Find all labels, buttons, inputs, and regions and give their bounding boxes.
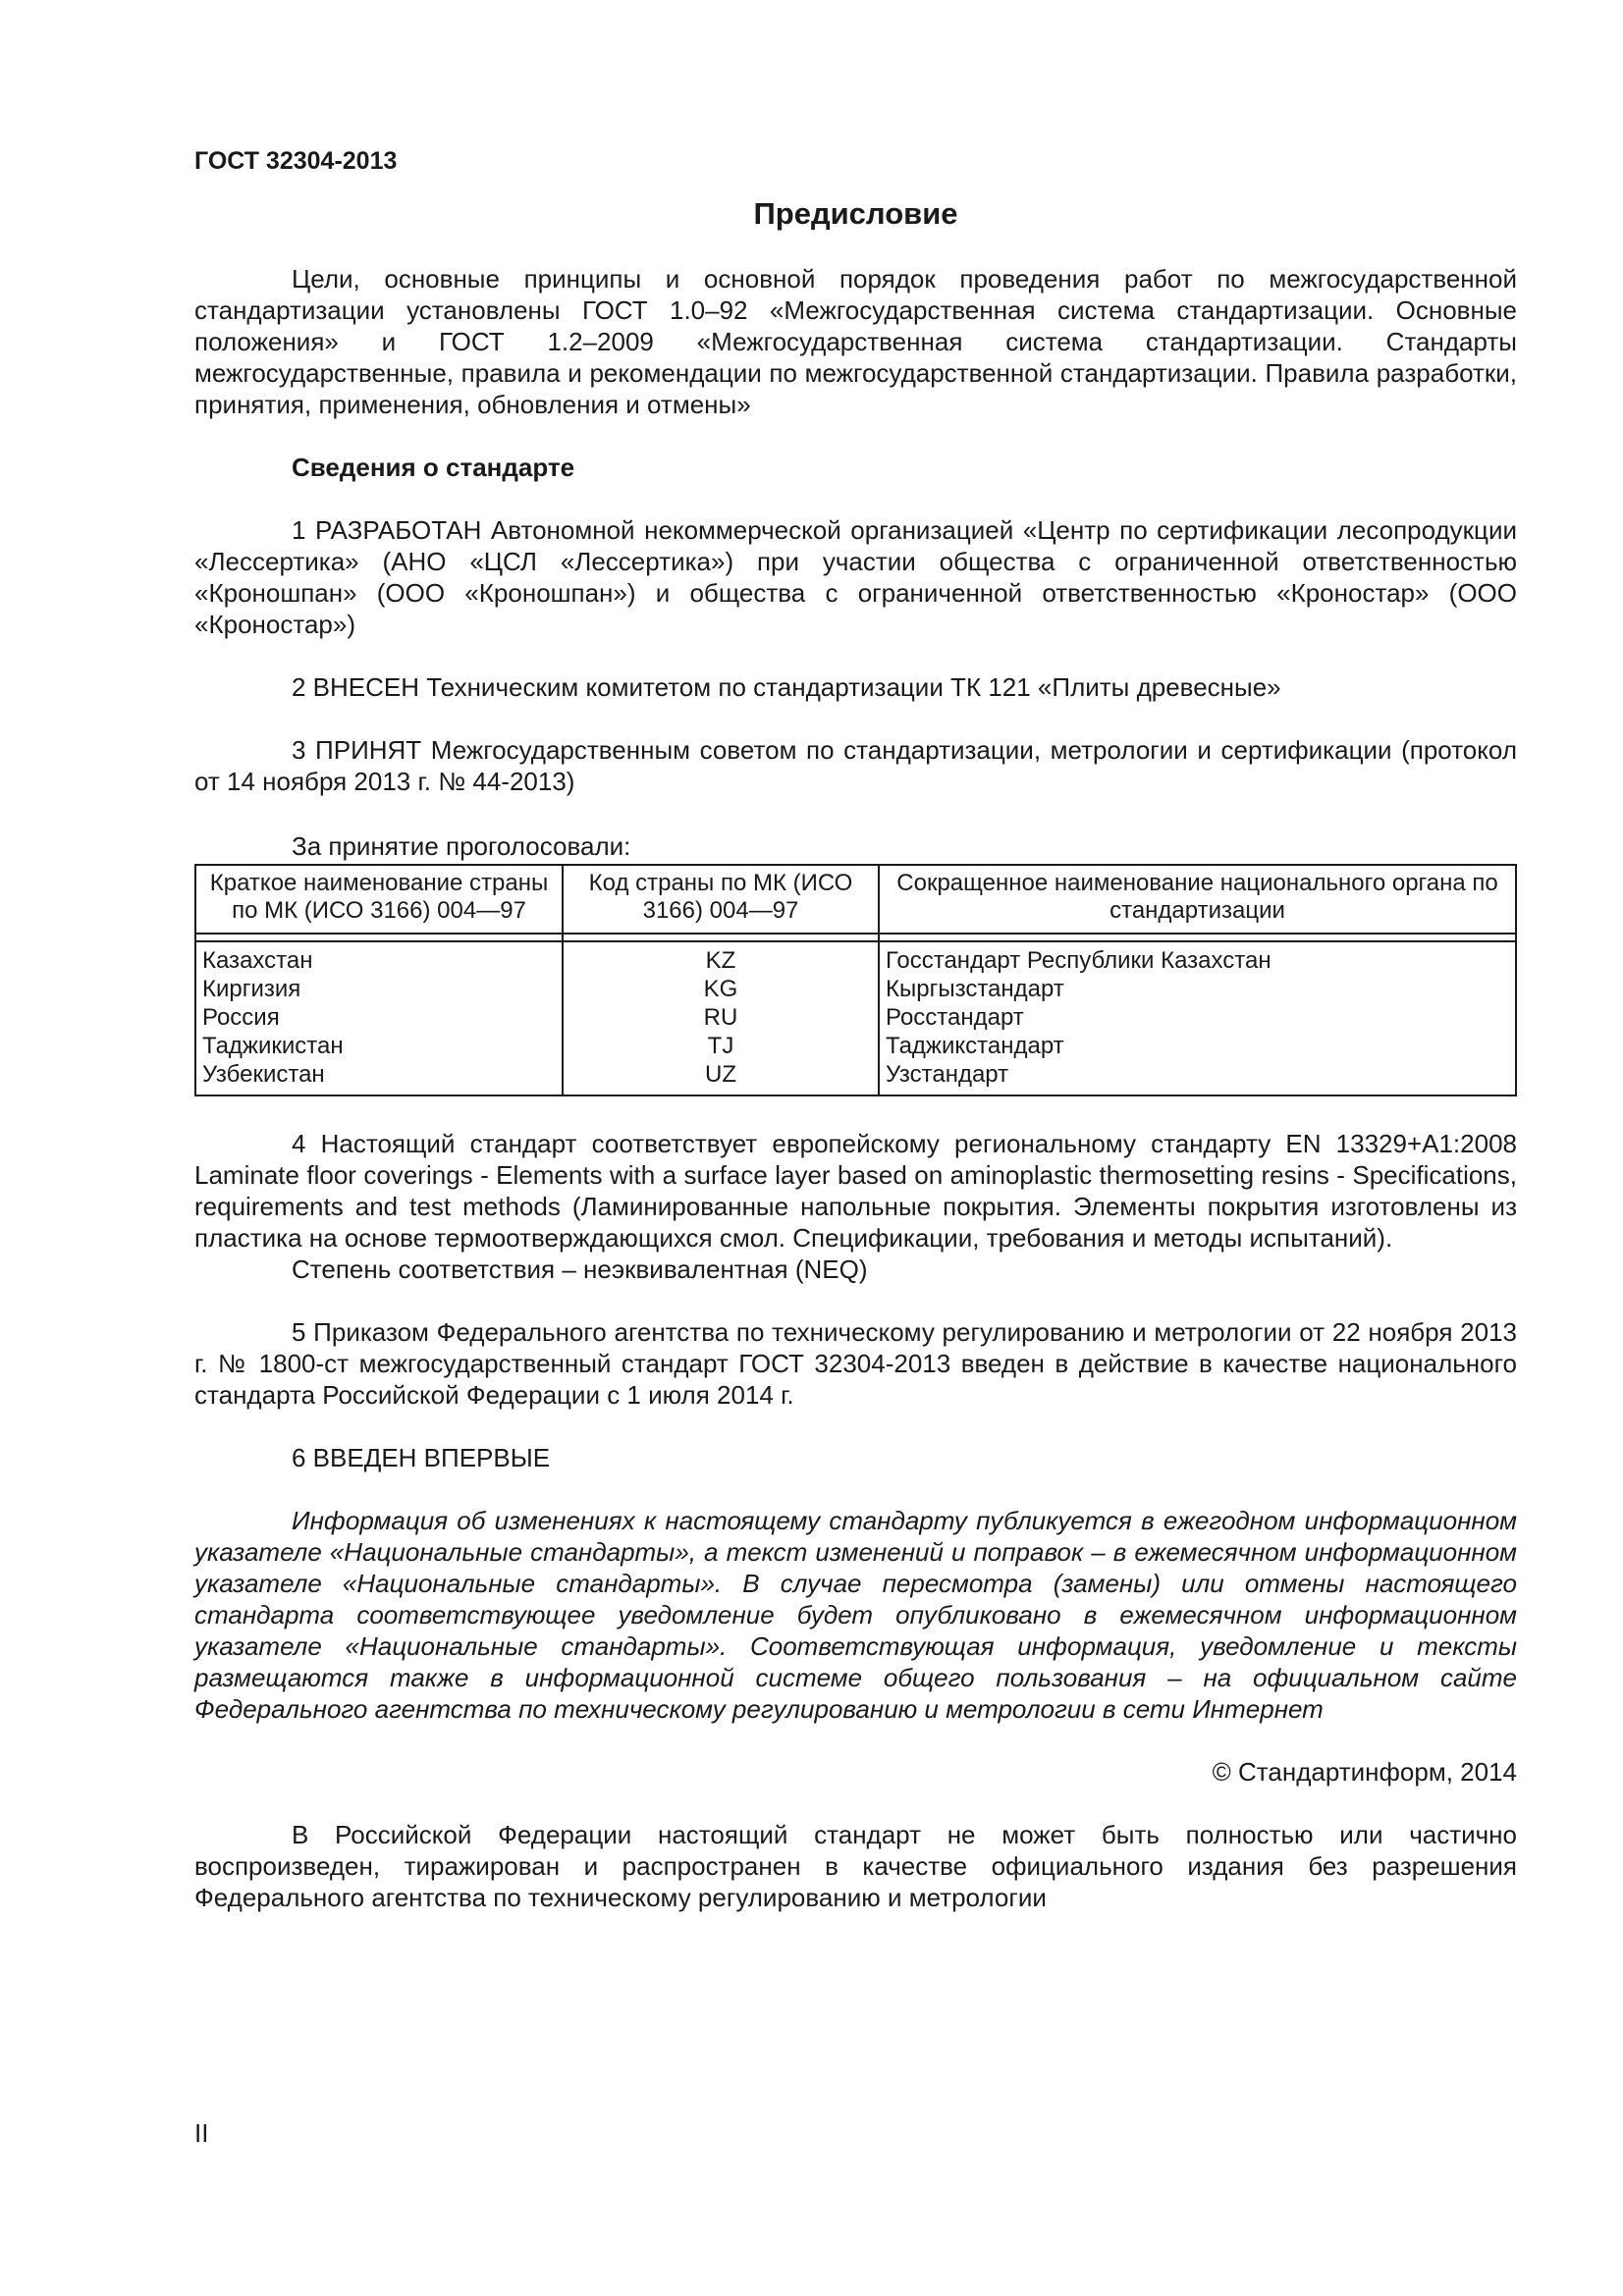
information-note: Информация об изменениях к настоящему стандарту публикуется в ежегодном информационном указателе «Национальные стандарты», а текст изменений и поправок – в ежемесячном информационном указателе «Национальные стандарты». В случае пересмотра (замены) или отмены настоящего стандарта соответствующее уведомление будет опубликовано в ежемесячном информационном указателе «Национальные стандарты». Соответствующая информация, уведомление и тексты размещаются также в информационной системе общего пользования – на официальном сайте Федерального агентства по техническому регулированию и метрологии в сети Интернет [194, 1506, 1517, 1724]
item-4-degree: Степень соответствия – неэквивалентная (NEQ) [292, 1255, 868, 1284]
rights-notice: В Российской Федерации настоящий стандарт не может быть полностью или частично воспроизведен, тиражирован и распространен в качестве официального издания без разрешения Федерального агентства по техническому регулированию и метрологии [194, 1820, 1517, 1912]
country-cell: Россия [195, 1003, 563, 1032]
intro-paragraph: Цели, основные принципы и основной порядок проведения работ по межгосударственной стандартизации установлены ГОСТ 1.0–92 «Межгосударственная система стандартизации. Основные положения» и ГОСТ 1.2–2009 «Межгосударственная система стандартизации. Стандарты межгосударственные, правила и рекомендации по межгосударственной стандартизации. Правила разработки, принятия, применения, обновления и отмены» [194, 264, 1517, 419]
body-cell: Росстандарт [879, 1003, 1516, 1032]
copyright: © Стандартинформ, 2014 [1212, 1757, 1517, 1787]
header-national-body: Сокращенное наименование национального органа по стандартизации [879, 865, 1516, 934]
item-2-submitted: 2 ВНЕСЕН Техническим комитетом по стандартизации ТК 121 «Плиты древесные» [292, 672, 1281, 702]
code-cell: RU [563, 1003, 879, 1032]
header-double-rule [195, 934, 1516, 941]
voting-table [194, 864, 1517, 1096]
item-4-conformity: 4 Настоящий стандарт соответствует европейскому региональному стандарту EN 13329+A1:2008 Laminate floor coverings - Elements with a surface layer based on aminoplastic thermosetting resins - Specifications, requirements and test methods (Ламинированные напольные покрытия. Элементы покрытия изготовлены из пластика на основе термоотверждающихся смол. Спецификации, требования и методы испытаний). [194, 1129, 1517, 1253]
document-page [194, 147, 1517, 1913]
item-6-first-introduced: 6 ВВЕДЕН ВПЕРВЫЕ [292, 1443, 551, 1472]
body-cell: Кыргызстандарт [879, 975, 1516, 1003]
country-cell: Таджикистан [195, 1032, 563, 1060]
header-country-code: Код страны по МК (ИСО 3166) 004—97 [563, 865, 879, 934]
body-cell: Госстандарт Республики Казахстан [879, 941, 1516, 975]
table-row [195, 1032, 1516, 1060]
code-cell: KG [563, 975, 879, 1003]
body-cell: Узстандарт [879, 1060, 1516, 1095]
page-title: Предисловие [753, 196, 958, 231]
country-cell: Киргизия [195, 975, 563, 1003]
country-cell: Узбекистан [195, 1060, 563, 1095]
table-header-row [195, 865, 1516, 934]
document-code: ГОСТ 32304-2013 [194, 147, 398, 175]
code-cell: KZ [563, 941, 879, 975]
item-1-developed: 1 РАЗРАБОТАН Автономной некоммерческой организацией «Центр по сертификации лесопродукции «Лессертика» (АНО «ЦСЛ «Лессертика») при участии общества с ограниченной ответственностью «Кроношпан» (ООО «Кроношпан») и общества с ограниченной ответственностью «Кроностар» (ООО «Кроностар») [194, 515, 1517, 639]
section-heading: Сведения о стандарте [292, 453, 575, 482]
table-row [195, 941, 1516, 975]
country-cell: Казахстан [195, 941, 563, 975]
item-5-order: 5 Приказом Федерального агентства по техническому регулированию и метрологии от 22 ноября 2013 г. № 1800-ст межгосударственный стандарт ГОСТ 32304-2013 введен в действие в качестве национального стандарта Российской Федерации с 1 июля 2014 г. [194, 1317, 1517, 1410]
header-country-name: Краткое наименование страны по МК (ИСО 3166) 004—97 [195, 865, 563, 934]
table-row [195, 1060, 1516, 1095]
vote-label: За принятие проголосовали: [292, 831, 631, 861]
table-row [195, 1003, 1516, 1032]
item-3-adopted: 3 ПРИНЯТ Межгосударственным советом по стандартизации, метрологии и сертификации (протокол от 14 ноября 2013 г. № 44-2013) [194, 735, 1517, 796]
table-row [195, 975, 1516, 1003]
body-cell: Таджикстандарт [879, 1032, 1516, 1060]
code-cell: UZ [563, 1060, 879, 1095]
code-cell: TJ [563, 1032, 879, 1060]
page-number: II [194, 2118, 209, 2148]
